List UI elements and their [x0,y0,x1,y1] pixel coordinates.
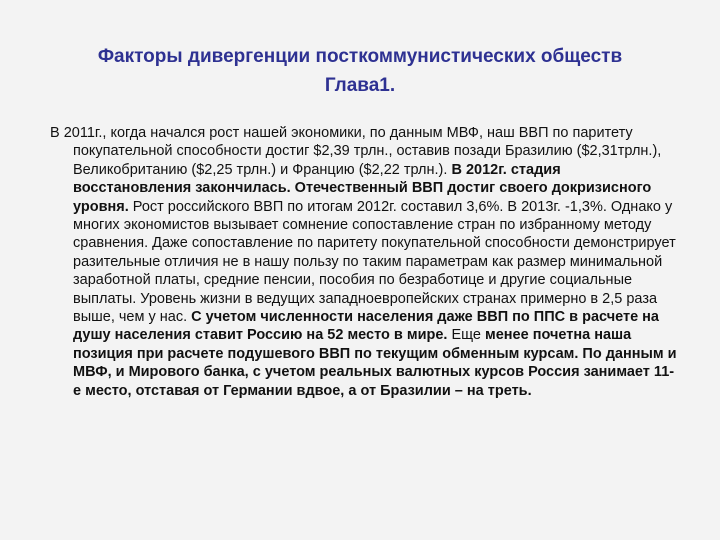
text-segment: Рост российского ВВП по итогам 2012г. составил 3,6%. В 2013г. -1,3%. Однако у многих экономистов вызывает сомнение сопоставление стран по избранному методу сравнения. Даже сопоставление по паритету покупательной способности демонстрирует разительные отличия не в нашу пользу по таким параметрам как размер минимальной заработной платы, средние пенсии, пособия по безработице и другие социальные выплаты. Уровень жизни в ведущих западноевропейских странах примерно в 2,5 раза выше, чем у нас. [73,198,676,326]
bold-text-segment: В 2012г. стадия восстановления закончилась. Отечественный ВВП достиг своего докризисного уровня. [73,161,652,215]
text-segment: В 2011г., когда начался рост нашей экономики, по данным МВФ, наш ВВП по паритету покупательной способности достиг $2,39 трлн., оставив позади Бразилию ($2,31трлн.), Великобританию ($2,25 трлн.) и Францию ($2,22 трлн.). [50,125,662,178]
title-line-1: Факторы дивергенции посткоммунистических обществ [97,46,623,67]
bold-text-segment: С учетом численности населения даже ВВП по ППС в расчете на душу населения ставит Россию на 52 место в мире. [73,309,660,344]
title-line-2: Глава1. [324,75,396,96]
body-paragraph [50,124,682,400]
slide-title [40,42,680,100]
text-segment: Еще [447,327,485,344]
bold-text-segment: менее почетна наша позиция при расчете подушевого ВВП по текущим обменным курсам. По данным и МВФ, и Мирового банка, с учетом реальных валютных курсов Россия занимает 11-е место, отставая от Германии вдвое, а от Бразилии – на треть. [73,327,677,399]
